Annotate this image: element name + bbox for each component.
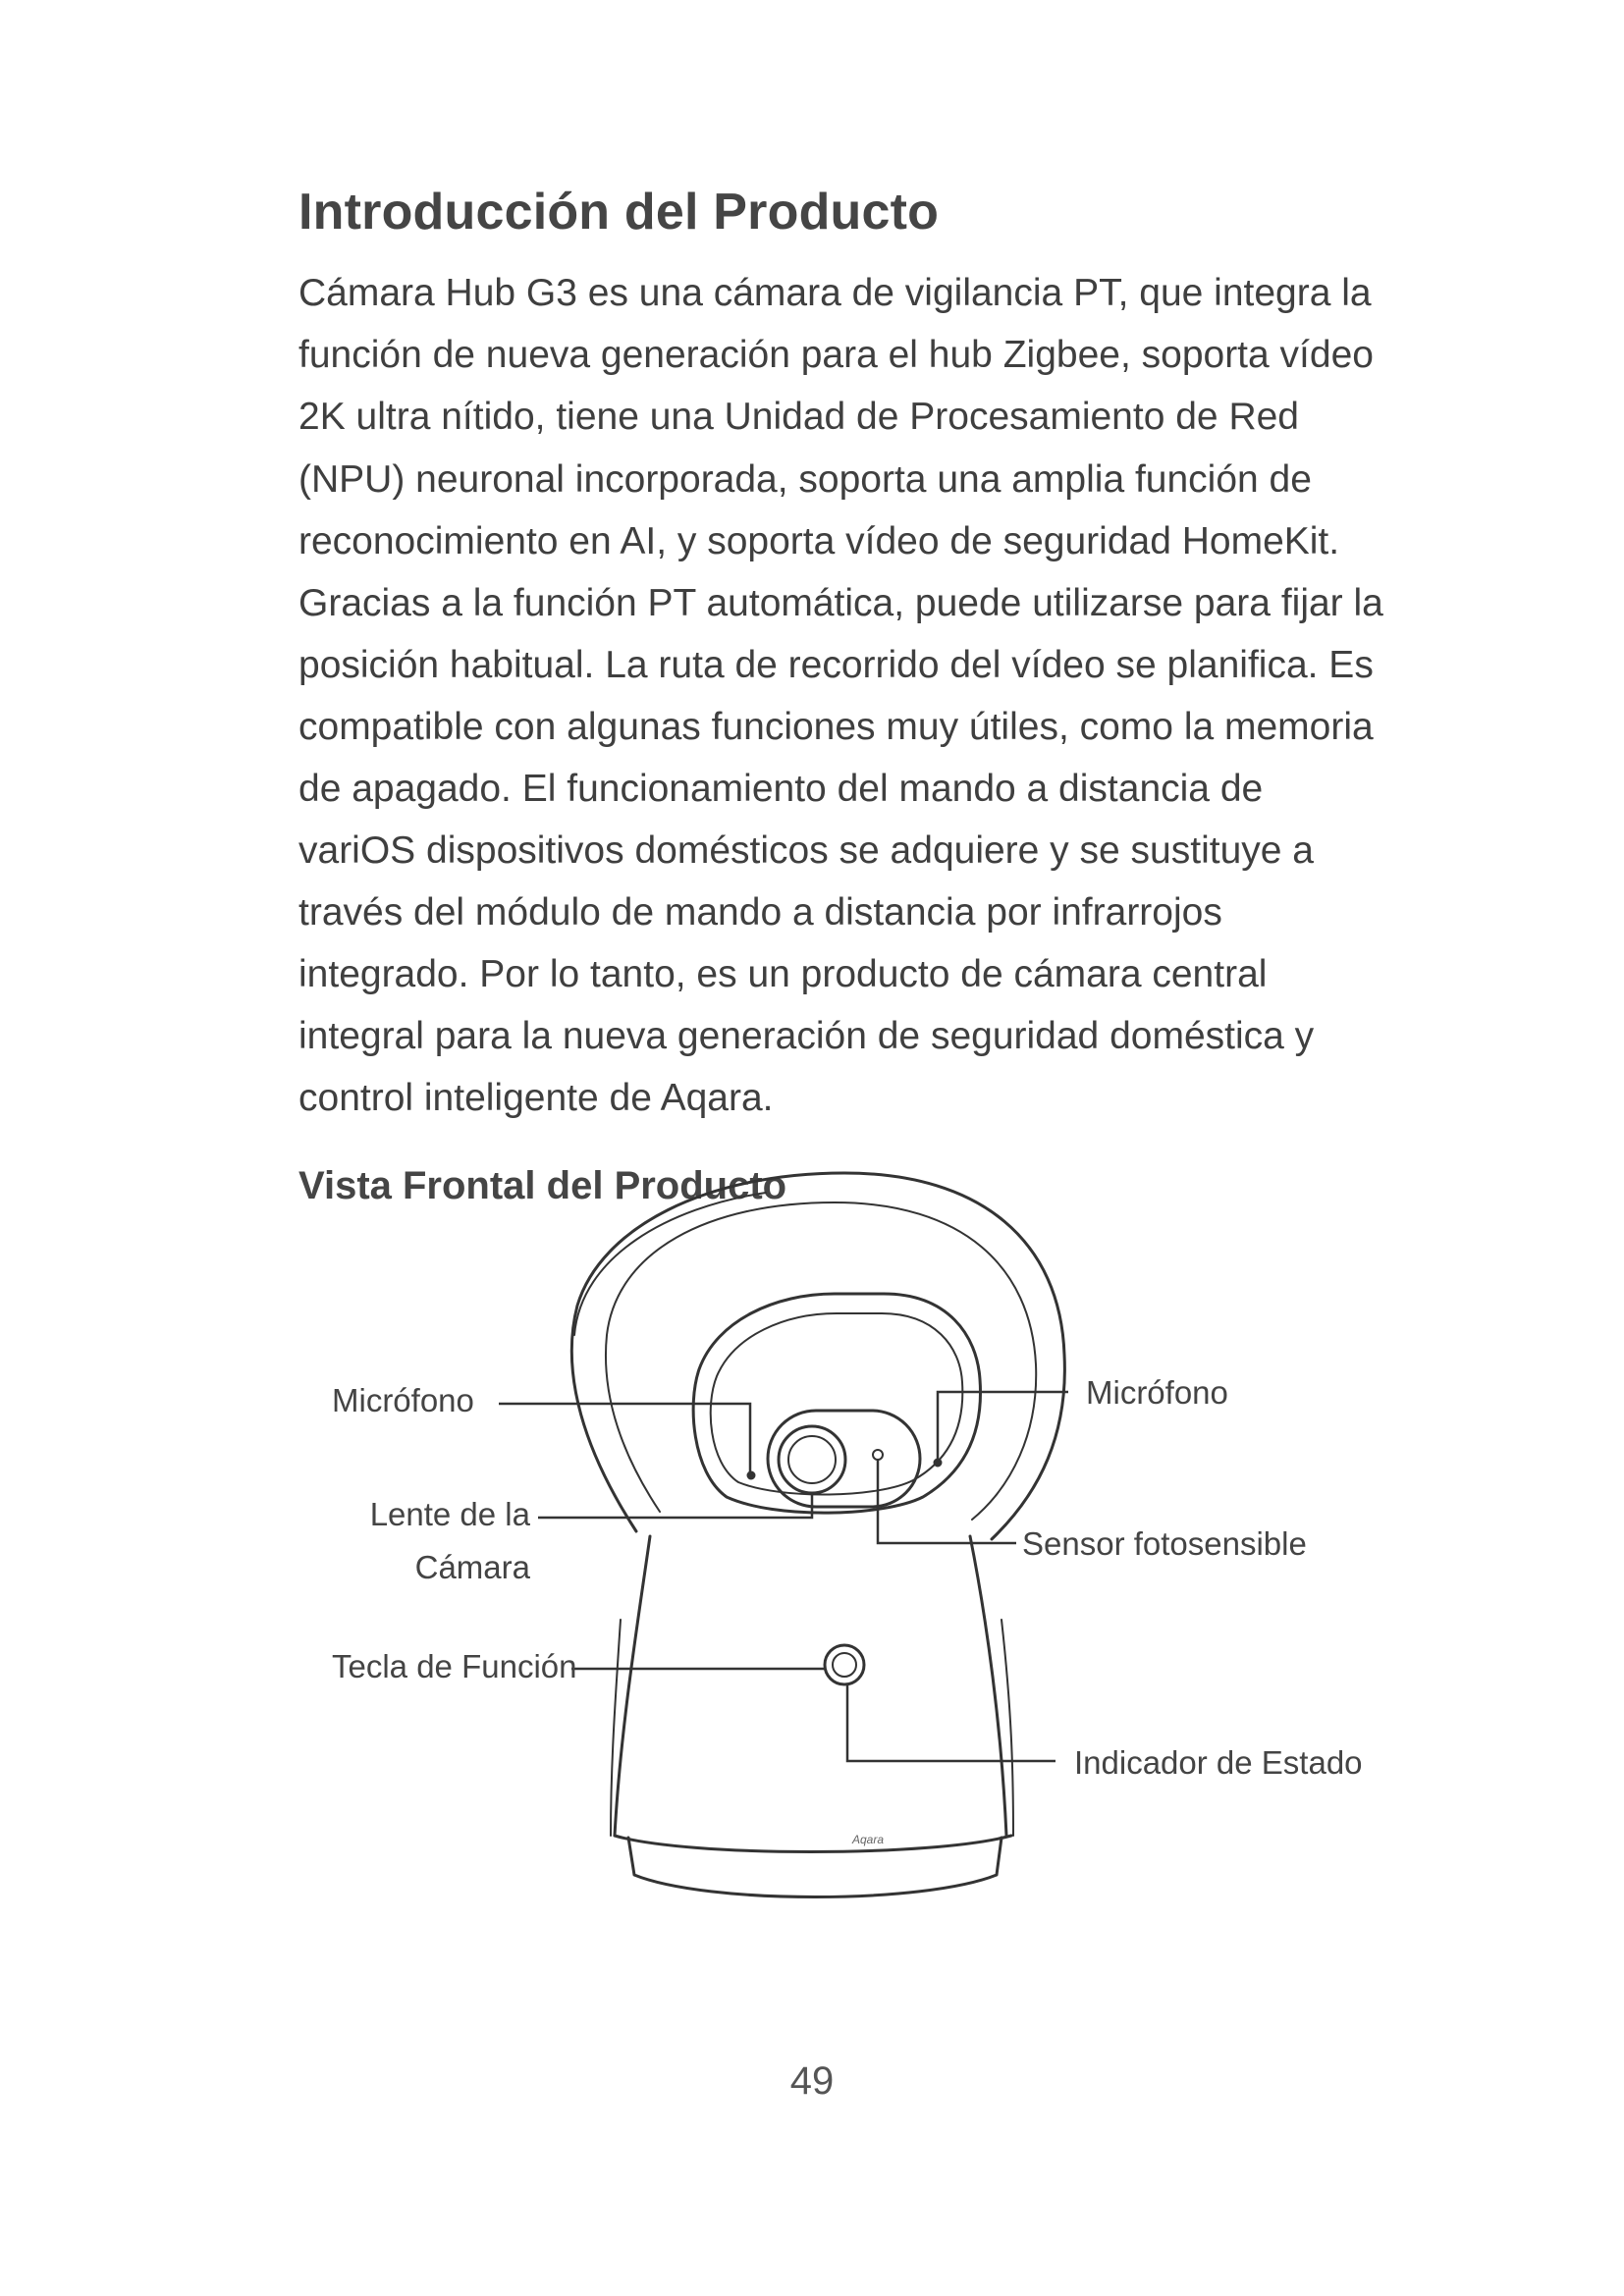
paragraph-line: compatible con algunas funciones muy útiles, como la memoria: [298, 706, 1374, 748]
page-title: Introducción del Producto: [298, 184, 940, 240]
function-button-inner: [833, 1653, 856, 1677]
label-mic-left: Micrófono: [332, 1382, 474, 1418]
paragraph-line: (NPU) neuronal incorporada, soporta una amplia función de: [298, 458, 1312, 501]
function-button-outer: [825, 1645, 864, 1684]
paragraph-line: función de nueva generación para el hub Zigbee, soporta vídeo: [298, 334, 1374, 376]
paragraph-line: control inteligente de Aqara.: [298, 1077, 774, 1119]
callout-lines: [499, 1392, 1068, 1761]
camera-base-top: [615, 1836, 1011, 1852]
label-lens-line1: Lente de la: [369, 1496, 530, 1532]
label-function-key: Tecla de Función: [332, 1648, 577, 1684]
paragraph-line: de apagado. El funcionamiento del mando a distancia de: [298, 768, 1264, 810]
light-sensor-dot: [873, 1450, 883, 1460]
page-number: 49: [789, 2059, 835, 2103]
mic-right-hole: [935, 1460, 941, 1466]
lens-leader: [538, 1492, 812, 1518]
camera-body-left: [615, 1536, 650, 1836]
section-title: Vista Frontal del Producto: [298, 1164, 787, 1207]
paragraph-line: Gracias a la función PT automática, puede utilizarse para fijar la: [298, 582, 1383, 624]
mic-left-hole: [748, 1472, 754, 1478]
paragraph-line: Cámara Hub G3 es una cámara de vigilancia PT, que integra la: [298, 272, 1372, 314]
paragraph-line: variOS dispositivos domésticos se adquiere y se sustituye a: [298, 829, 1314, 872]
paragraph-line: través del módulo de mando a distancia por infrarrojos: [298, 891, 1222, 934]
label-light-sensor: Sensor fotosensible: [1022, 1525, 1307, 1562]
label-lens-line2: Cámara: [414, 1549, 530, 1585]
paragraph-line: posición habitual. La ruta de recorrido del vídeo se planifica. Es: [298, 644, 1374, 686]
brand-logo: Aqara: [851, 1833, 885, 1846]
camera-head-rim: [606, 1202, 1036, 1520]
paragraph-line: integrado. Por lo tanto, es un producto de cámara central: [298, 953, 1268, 995]
camera-lens-inner: [788, 1436, 836, 1483]
camera-illustration: [571, 1173, 1064, 1897]
paragraph-line: reconocimiento en AI, y soporta vídeo de seguridad HomeKit.: [298, 520, 1340, 562]
light-sensor-leader: [878, 1460, 1016, 1543]
paragraph-line: integral para la nueva generación de seguridad doméstica y: [298, 1015, 1315, 1057]
camera-head-outline: [571, 1173, 1064, 1539]
camera-body-right: [970, 1536, 1006, 1836]
status-indicator-leader: [847, 1684, 1056, 1761]
paragraph-line: 2K ultra nítido, tiene una Unidad de Procesamiento de Red: [298, 396, 1299, 438]
label-mic-right: Micrófono: [1086, 1374, 1228, 1411]
label-status-indicator: Indicador de Estado: [1074, 1744, 1363, 1781]
